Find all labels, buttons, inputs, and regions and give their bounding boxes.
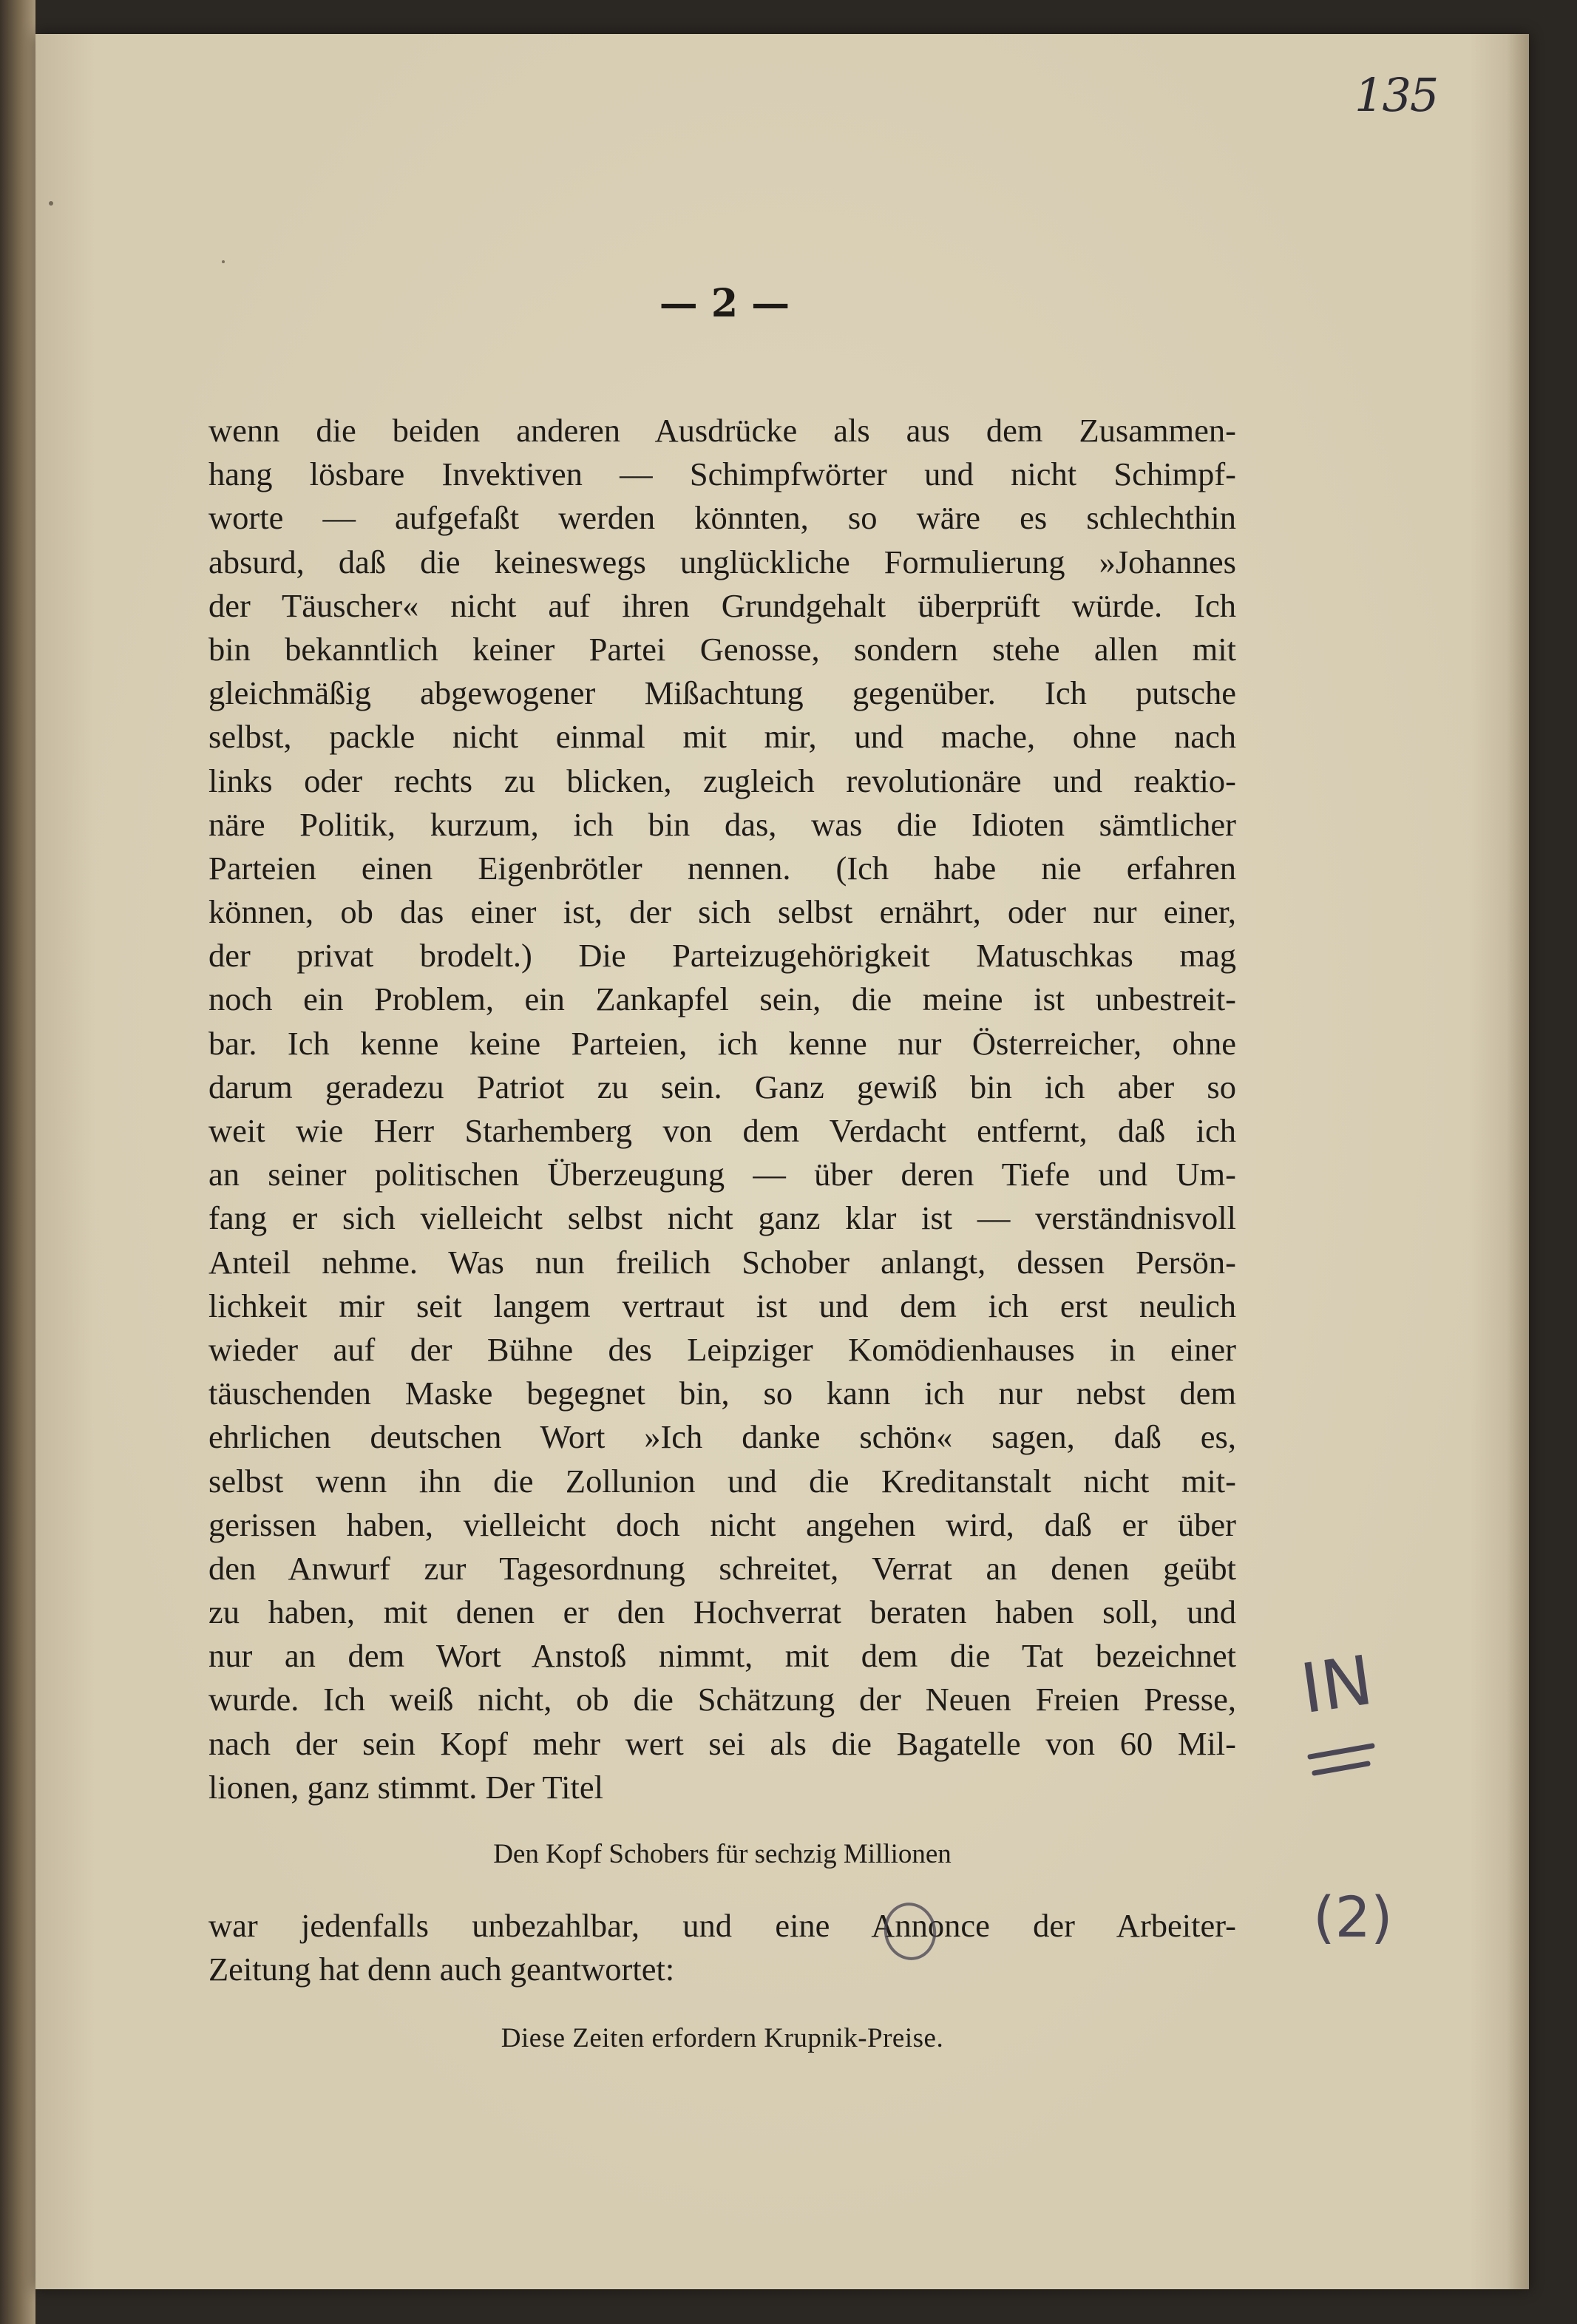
text-line: lionen, ganz stimmt. Der Titel <box>208 1768 603 1806</box>
text-line: nur an dem Wort Anstoß nimmt, mit dem die Tat bezeichnet <box>208 1637 1236 1675</box>
text-line: links oder rechts zu blicken, zugleich revolutionäre und reaktio- <box>208 762 1236 799</box>
text-line: ehrlichen deutschen Wort »Ich danke schön« sagen, daß es, <box>208 1418 1236 1456</box>
text-line: lichkeit mir seit langem vertraut ist und dem ich erst neulich <box>208 1287 1236 1324</box>
margin-annotation-in: IN <box>1296 1640 1377 1730</box>
paragraph-2 <box>208 1904 1236 1991</box>
text-line: der Täuscher« nicht auf ihren Grundgehalt überprüft würde. Ich <box>208 586 1236 624</box>
text-line: fang er sich vielleicht selbst nicht ganz klar ist — verständnisvoll <box>208 1199 1236 1237</box>
margin-annotation-number: (2) <box>1313 1884 1393 1950</box>
text-line: können, ob das einer ist, der sich selbst ernährt, oder nur einer, <box>208 893 1236 931</box>
stray-mark <box>222 260 225 263</box>
text-line: bar. Ich kenne keine Parteien, ich kenne nur Österreicher, ohne <box>208 1024 1236 1062</box>
text-line: bin bekanntlich keiner Partei Genosse, sondern stehe allen mit <box>208 630 1236 668</box>
text-line: Anteil nehme. Was nun freilich Schober anlangt, dessen Persön- <box>208 1243 1236 1281</box>
text-line: näre Politik, kurzum, ich bin das, was die Idioten sämtlicher <box>208 805 1236 843</box>
text-line: selbst, packle nicht einmal mit mir, und mache, ohne nach <box>208 718 1236 756</box>
headline-1: Den Kopf Schobers für sechzig Millionen <box>493 1839 952 1869</box>
adjacent-page-edge <box>0 0 35 2324</box>
text-line: noch ein Problem, ein Zankapfel sein, die meine ist unbestreit- <box>208 980 1236 1018</box>
page-number: — 2 — <box>659 281 790 326</box>
text-line: wurde. Ich weiß nicht, ob die Schätzung der Neuen Freien Presse, <box>208 1681 1236 1718</box>
text-line: wieder auf der Bühne des Leipziger Komödienhauses in einer <box>208 1330 1236 1368</box>
text-line: selbst wenn ihn die Zollunion und die Kreditanstalt nicht mit- <box>208 1462 1236 1500</box>
text-line: den Anwurf zur Tagesordnung schreitet, Verrat an denen geübt <box>208 1549 1236 1587</box>
text-line: gerissen haben, vielleicht doch nicht angehen wird, daß er über <box>208 1505 1236 1543</box>
text-line: Parteien einen Eigenbrötler nennen. (Ich habe nie erfahren <box>208 849 1236 887</box>
text-line: Zeitung hat denn auch geantwortet: <box>208 1951 675 1988</box>
text-line: gleichmäßig abgewogener Mißachtung gegenüber. Ich putsche <box>208 674 1236 712</box>
text-line: war jedenfalls unbezahlbar, und eine Annonce der Arbeiter- <box>208 1907 1236 1944</box>
text-line: worte — aufgefaßt werden könnten, so wäre es schlechthin <box>208 499 1236 537</box>
text-line: wenn die beiden anderen Ausdrücke als aus dem Zusammen- <box>208 412 1236 449</box>
text-line: der privat brodelt.) Die Parteizugehörigkeit Matuschkas mag <box>208 937 1236 975</box>
text-line: täuschenden Maske begegnet bin, so kann ich nur nebst dem <box>208 1375 1236 1412</box>
text-line: weit wie Herr Starhemberg von dem Verdacht entfernt, daß ich <box>208 1112 1236 1149</box>
archive-number: 135 <box>1354 68 1438 122</box>
text-line: darum geradezu Patriot zu sein. Ganz gewiß bin ich aber so <box>208 1068 1236 1105</box>
text-line: hang lösbare Invektiven — Schimpfwörter und nicht Schimpf- <box>208 455 1236 493</box>
text-line: nach der sein Kopf mehr wert sei als die Bagatelle von 60 Mil- <box>208 1724 1236 1762</box>
text-line: zu haben, mit denen er den Hochverrat beraten haben soll, und <box>208 1593 1236 1631</box>
page-edge-shadow <box>1507 34 1529 2289</box>
paragraph-1 <box>208 409 1236 1809</box>
text-line: absurd, daß die keineswegs unglückliche Formulierung »Johannes <box>208 543 1236 580</box>
headline-2: Diese Zeiten erfordern Krupnik-Preise. <box>501 2023 944 2053</box>
stray-mark <box>49 201 53 206</box>
text-line: an seiner politischen Überzeugung — über deren Tiefe und Um- <box>208 1156 1236 1193</box>
